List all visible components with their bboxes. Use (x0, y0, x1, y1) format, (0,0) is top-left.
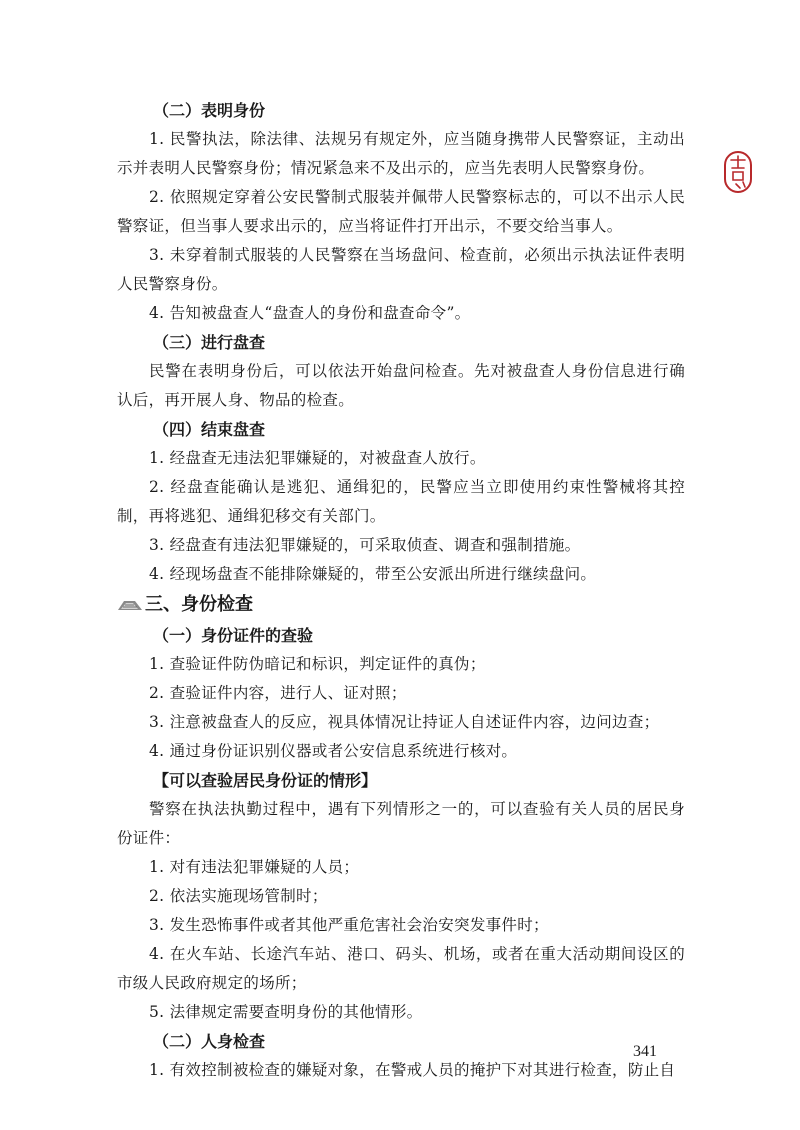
paragraph: 1. 民警执法，除法律、法规另有规定外，应当随身携带人民警察证，主动出示并表明人民警察身份；情况紧急来不及出示的，应当先表明人民警察身份。 (117, 130, 685, 177)
paragraph: 4. 在火车站、长途汽车站、港口、码头、机场，或者在重大活动期间设区的市级人民政府规定的场所； (117, 945, 685, 992)
subsection-heading: （四）结束盘查 (153, 420, 266, 439)
subsection-heading: （二）表明身份 (153, 101, 266, 120)
paragraph: 3. 注意被盘查人的反应，视具体情况让持证人自述证件内容，边问边查； (149, 713, 660, 731)
paragraph: 1. 经盘查无违法犯罪嫌疑的，对被盘查人放行。 (149, 449, 486, 467)
document-body (117, 96, 685, 1085)
section-marker-icon (117, 598, 143, 612)
paragraph: 3. 经盘查有违法犯罪嫌疑的，可采取侦查、调查和强制措施。 (149, 536, 581, 554)
paragraph: 2. 依法实施现场管制时； (149, 887, 328, 905)
page-number: 341 (633, 1043, 657, 1060)
seal-stamp-icon (723, 150, 753, 194)
paragraph: 2. 经盘查能确认是逃犯、通缉犯的，民警应当立即使用约束性警械将其控制，再将逃犯、通缉犯移交有关部门。 (117, 478, 685, 525)
subsection-heading: （二）人身检查 (153, 1032, 266, 1051)
paragraph: 1. 查验证件防伪暗记和标识，判定证件的真伪； (149, 655, 486, 673)
paragraph: 3. 发生恐怖事件或者其他严重危害社会治安突发事件时； (149, 916, 549, 934)
paragraph: 1. 对有违法犯罪嫌疑的人员； (149, 858, 360, 876)
paragraph: 警察在执法执勤过程中，遇有下列情形之一的，可以查验有关人员的居民身份证件： (117, 800, 685, 847)
paragraph: 2. 依照规定穿着公安民警制式服装并佩带人民警察标志的，可以不出示人民警察证，但当事人要求出示的，应当将证件打开出示，不要交给当事人。 (117, 188, 685, 235)
subsection-heading: （三）进行盘查 (153, 333, 266, 352)
subsection-heading: （一）身份证件的查验 (153, 626, 314, 645)
paragraph: 3. 未穿着制式服装的人民警察在当场盘问、检查前，必须出示执法证件表明人民警察身份。 (117, 246, 685, 293)
paragraph: 民警在表明身份后，可以依法开始盘问检查。先对被盘查人身份信息进行确认后，再开展人身、物品的检查。 (117, 362, 685, 409)
paragraph: 2. 查验证件内容，进行人、证对照； (149, 684, 407, 702)
paragraph: 4. 经现场盘查不能排除嫌疑的，带至公安派出所进行继续盘问。 (149, 565, 597, 583)
paragraph: 4. 通过身份证识别仪器或者公安信息系统进行核对。 (149, 742, 518, 760)
paragraph: 4. 告知被盘查人“盘查人的身份和盘查命令”。 (149, 304, 471, 322)
paragraph: 1. 有效控制被检查的嫌疑对象，在警戒人员的掩护下对其进行检查，防止自 (149, 1061, 676, 1079)
subsection-heading: 【可以查验居民身份证的情形】 (153, 771, 378, 790)
section-heading (117, 589, 685, 621)
paragraph: 5. 法律规定需要查明身份的其他情形。 (149, 1003, 423, 1021)
section-heading-text: 三、身份检查 (145, 594, 253, 615)
